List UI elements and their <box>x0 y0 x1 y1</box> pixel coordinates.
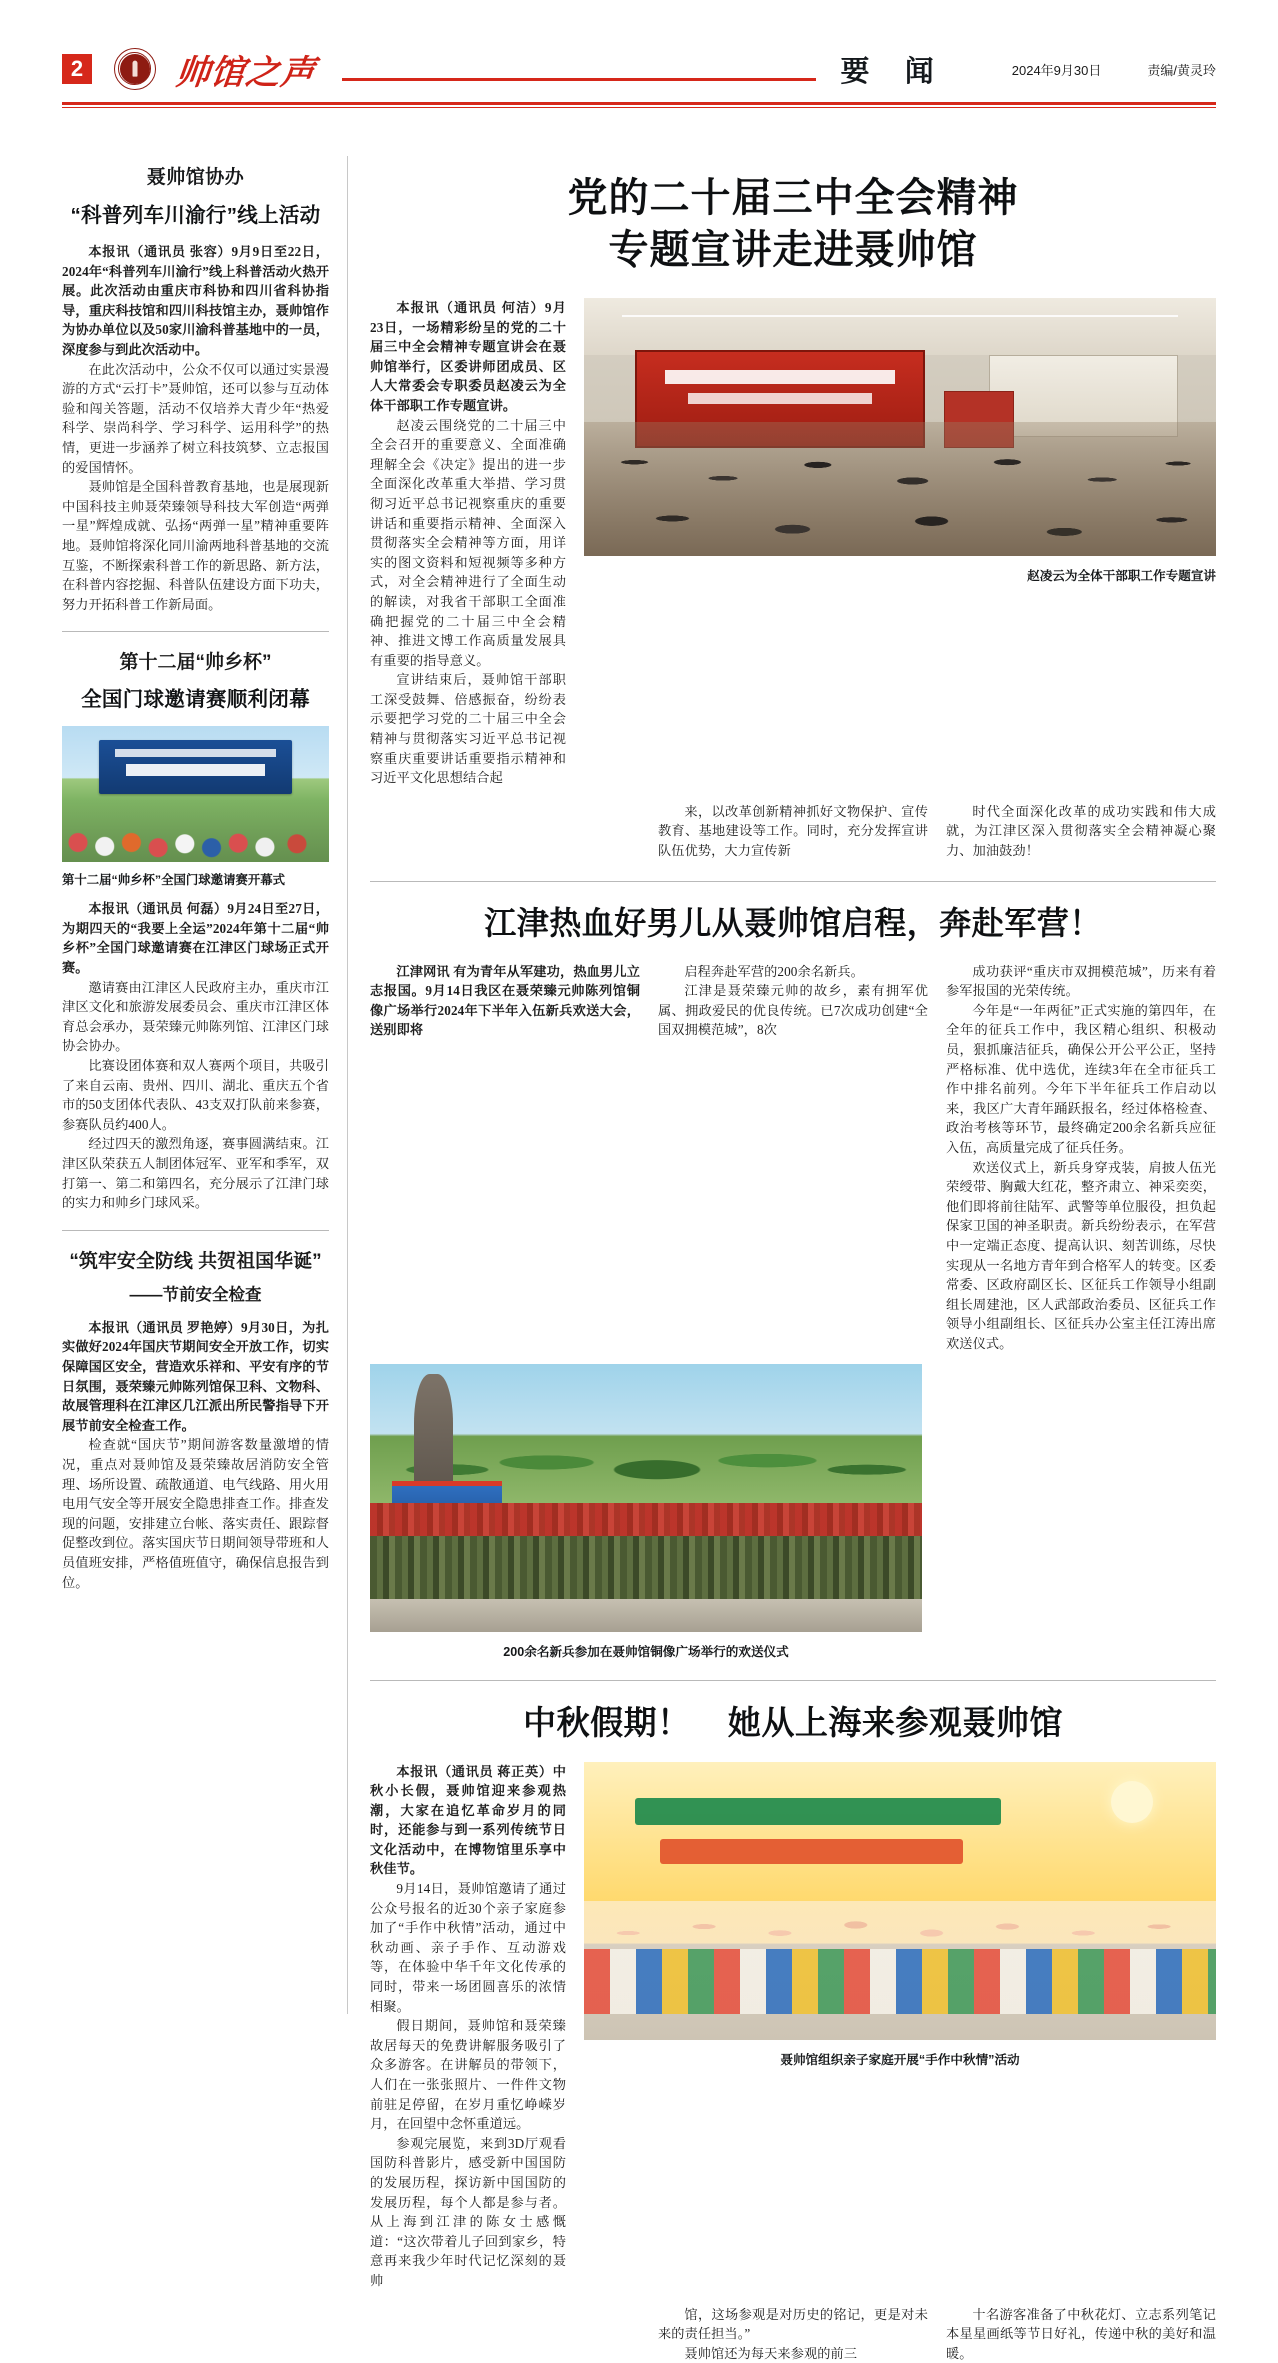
main-article-2-columns <box>370 962 1216 1354</box>
main-article-sanzhong <box>370 172 1216 861</box>
main-article-1-figure <box>584 298 1216 788</box>
left-article-2-title-line2: 全国门球邀请赛顺利闭幕 <box>62 682 329 712</box>
main-article-2-headline: 江津热血好男儿从聂帅馆启程，奔赴军营！ <box>370 898 1216 944</box>
main-article-2-col3 <box>946 962 1216 1354</box>
photo-ground <box>370 1599 922 1631</box>
main-article-3-caption: 聂帅馆组织亲子家庭开展“手作中秋情”活动 <box>584 2049 1216 2068</box>
left-article-1-p3: 聂帅馆是全国科普教育基地，也是展现新中国科技主帅聂荣臻领导科技大军创造“两弹一星”辉煌成就、弘扬“两弹一星”精神重要阵地。聂帅馆将深化同川渝两地科普基地的交流互鉴，不断探索科普工作的新思路、新方法，在科普内容挖掘、科普队伍建设方面下功夫，努力开拓科普工作新局面。 <box>62 477 329 614</box>
masthead-rule-left <box>342 78 816 81</box>
left-article-anquan <box>62 1246 329 1592</box>
main-article-3-continuation <box>370 2305 1216 2363</box>
main-column <box>348 156 1216 2014</box>
left-article-1-body <box>62 242 329 614</box>
left-article-2-p4: 经过四天的激烈角逐，赛事圆满结束。江津区队荣获五人制团体冠军、亚军和季军，双打第一、第二和第四名，充分展示了江津门球的实力和帅乡门球风采。 <box>62 1134 329 1212</box>
main-article-3-p3: 假日期间，聂帅馆和聂荣臻故居每天的免费讲解服务吸引了众多游客。在讲解员的带领下，人们在一张张照片、一件件文物前驻足停留，在岁月重忆峥嵘岁月，在回望中念怀重道远。 <box>370 2016 566 2134</box>
main-article-1-col1 <box>370 298 566 788</box>
main-divider-2 <box>370 1680 1216 1681</box>
main-article-1-headline <box>370 172 1216 276</box>
left-article-1-p1: 本报讯（通讯员 张容）9月9日至22日，2024年“科普列车川渝行”线上科普活动火热开展。此次活动由重庆市科协和四川省科协指导，重庆科技馆和四川科技馆主办，聂帅馆作为协办单位以及50家川渝科普基地中的一员，深度参与到此次活动中。 <box>62 244 329 357</box>
main-article-2-col1 <box>370 962 640 1354</box>
left-article-2-p3: 比赛设团体赛和双人赛两个项目，共吸引了来自云南、贵州、四川、湖北、重庆五个省市的50支团体代表队、43支双打队前来参赛，参赛队员约400人。 <box>62 1056 329 1134</box>
main-article-2-col2-p1: 启程奔赴军营的200余名新兵。 <box>658 962 928 982</box>
photo-audience <box>584 422 1216 556</box>
main-article-3-cont-col1 <box>370 2305 640 2363</box>
left-article-3-p1: 本报讯（通讯员 罗艳婷）9月30日，为扎实做好2024年国庆节期间安全开放工作，切实保障国区安全，营造欢乐祥和、平安有序的节日氛围，聂荣臻元帅陈列馆保卫科、文物科、故展管理科在江津区几江派出所民警指导下开展节前安全检查工作。 <box>62 1320 329 1433</box>
main-article-3-top <box>370 1762 1216 2291</box>
left-article-3-title-line1: “筑牢安全防线 共贺祖国华诞” <box>62 1246 329 1273</box>
main-article-3-p2: 9月14日，聂帅馆邀请了通过公众号报名的近30个亲子家庭参加了“手作中秋情”活动，通过中秋动画、亲子手作、互动游戏等，在体验中华千年文化传承的同时，带来一场团圆喜乐的浓情相聚。 <box>370 1879 566 2016</box>
main-article-3-col3-p1: 十名游客准备了中秋花灯、立志系列笔记本星星画纸等节日好礼，传递中秋的美好和温暖。 <box>946 2305 1216 2363</box>
main-article-1-top <box>370 298 1216 788</box>
left-article-kepu <box>62 156 329 614</box>
photo-banner <box>99 740 291 794</box>
left-article-2-p1: 本报讯（通讯员 何磊）9月24日至27日，为期四天的“我要上全运”2024年第十二届“帅乡杯”全国门球邀请赛在江津区门球场正式开赛。 <box>62 901 329 975</box>
page-number: 2 <box>62 54 92 84</box>
main-article-1-headline-line1: 党的二十届三中全会精神 <box>370 172 1216 224</box>
main-article-2-col3-p3: 欢送仪式上，新兵身穿戎装，肩披人伍光荣绶带、胸戴大红花，整齐肃立、神采奕奕，他们即将前往陆军、武警等单位服役，担负起保家卫国的神圣职责。新兵纷纷表示，在军营中一定端正态度、提高认识、刻苦训练，尽快实现从一名地方青年到合格军人的转变。区委常委、区政府副区长、区征兵工作领导小组副组长周建池，区人武部政治委员、区征兵工作领导小组副组长、区征兵办公室主任江涛出席欢送仪式。 <box>946 1158 1216 1354</box>
main-divider-1 <box>370 881 1216 882</box>
main-article-1-cont-col2 <box>658 802 928 861</box>
main-article-1-p2: 赵凌云围绕党的二十届三中全会召开的重要意义、全面准确理解全会《决定》提出的进一步全面深化改革重大举措、学习贯彻习近平总书记视察重庆的重要讲话和重要指示精神、全面深入贯彻落实全会精神等方面，用详实的图文资料和短视频等多种方式，对全会精神进行了全面生动的解读，对我省干部职工全面准确把握党的二十届三中全会精神、推进文博工作高质量发展具有重要的指导意义。 <box>370 416 566 671</box>
masthead <box>62 38 1216 100</box>
main-article-3-col2-p1: 馆，这场参观是对历史的铭记，更是对未来的责任担当。” <box>658 2305 928 2344</box>
main-article-3-photo <box>584 1762 1216 2040</box>
main-article-3-headline-part1: 中秋假期！ <box>523 1704 691 1741</box>
section-title: 要 闻 <box>834 49 953 90</box>
left-divider-1 <box>62 631 329 632</box>
masthead-red-bar <box>62 102 1216 105</box>
main-article-1-cont-col1 <box>370 802 640 861</box>
left-article-3-body <box>62 1318 329 1592</box>
left-article-1-kicker: 聂帅馆协办 <box>62 162 329 189</box>
left-divider-2 <box>62 1230 329 1231</box>
main-article-zhongqiu <box>370 1697 1216 2363</box>
left-column <box>62 156 348 2014</box>
left-article-2-p2: 邀请赛由江津区人民政府主办，重庆市江津区文化和旅游发展委员会、重庆市江津区体育总会承办，聂荣臻元帅陈列馆、江津区门球协会协办。 <box>62 978 329 1056</box>
left-article-2-title-line1: 第十二届“帅乡杯” <box>62 647 329 674</box>
main-article-3-headline-part2: 她从上海来参观聂帅馆 <box>728 1704 1063 1741</box>
main-article-3-p4: 参观完展览，来到3D厅观看国防科普影片，感受新中国国防的发展历程，探访新中国国防的发展历程，每个人都是参与者。从上海到江津的陈女士感慨道：“这次带着儿子回到家乡，特意再来我少年时代记忆深刻的聂帅 <box>370 2134 566 2291</box>
main-article-1-cont-col3 <box>946 802 1216 861</box>
moon-icon <box>1111 1781 1153 1823</box>
main-article-1-photo <box>584 298 1216 556</box>
main-article-1-col2-p1: 来，以改革创新精神抓好文物保护、宣传教育、基地建设等工作。同时，充分发挥宣讲队伍优势，大力宣传新 <box>658 802 928 861</box>
left-article-3-p2: 检查就“国庆节”期间游客数量激增的情况，重点对聂帅馆及聂荣臻故居消防安全管理、场所设置、疏散通道、电气线路、用火用电用气安全等开展安全隐患排查工作。排查发现的问题，安排建立台帐、落实责任、跟踪督促整改到位。落实国庆节日期间领导带班和人员值班安排，严格值班值守，确保信息报告到位。 <box>62 1435 329 1592</box>
main-article-1-p1: 本报讯（通讯员 何洁）9月23日，一场精彩纷呈的党的二十届三中全会精神专题宣讲会在聂帅馆举行，区委讲师团成员、区人大常委会专职委员赵凌云为全体干部职工作专题宣讲。 <box>370 300 566 413</box>
main-article-2-figure-row <box>370 1354 1216 1660</box>
main-article-3-figure <box>584 1762 1216 2291</box>
left-article-2-body <box>62 899 329 1213</box>
main-article-1-headline-line2: 专题宣讲走进聂帅馆 <box>370 224 1216 276</box>
main-article-3-headline <box>370 1697 1216 1744</box>
main-article-3-p1: 本报讯（通讯员 蒋正英）中秋小长假，聂帅馆迎来参观热潮，大家在追忆革命岁月的同时，还能参与到一系列传统节日文化活动中，在博物馆里乐享中秋佳节。 <box>370 1764 566 1877</box>
main-article-2-col2-p2: 江津是聂荣臻元帅的故乡，素有拥军优属、拥政爱民的优良传统。已7次成功创建“全国双拥模范城”，8次 <box>658 981 928 1040</box>
left-article-1-p2: 在此次活动中，公众不仅可以通过实景漫游的方式“云打卡”聂帅馆，还可以参与互动体验和闯关答题，活动不仅培养大青少年“热爱科学、崇尚科学、学习科学、运用科学”的热情，更进一步涵养了树立科技筑梦、立志报国的爱国情怀。 <box>62 360 329 478</box>
photo-statue <box>414 1374 453 1497</box>
main-article-2-col3-overflow <box>940 1354 1216 1660</box>
main-article-2-col2 <box>658 962 928 1354</box>
main-article-3-cont-col2 <box>658 2305 928 2363</box>
main-article-1-col3-p1: 时代全面深化改革的成功实践和伟大成就，为江津区深入贯彻落实全会精神凝心聚力、加油鼓劲！ <box>946 802 1216 861</box>
left-article-menqiu <box>62 647 329 1213</box>
main-article-3-cont-col3 <box>946 2305 1216 2363</box>
publication-date: 2024年9月30日 <box>1012 60 1102 79</box>
left-article-1-title: “科普列车川渝行”线上活动 <box>62 198 329 228</box>
photo-children-group <box>584 1878 1216 2039</box>
editor-credit: 责编/黄灵玲 <box>1147 60 1216 79</box>
main-article-2-col3-p2: 今年是“一年两征”正式实施的第四年，在全年的征兵工作中，我区精心组织、积极动员，狠抓廉洁征兵，确保公开公平公正，坚持严格标准、优中选优，连续3年在全市征兵工作中排名前列。今年下半年征兵工作启动以来，我区广大青年踊跃报名，经过体格检查、政治考核等环节，最终确定200余名新兵应征入伍，高质量完成了征兵任务。 <box>946 1001 1216 1158</box>
left-article-3-title-line2: ——节前安全检查 <box>62 1281 329 1305</box>
main-article-2-photo <box>370 1364 922 1632</box>
main-article-2-caption: 200余名新兵参加在聂帅馆铜像广场举行的欢送仪式 <box>370 1641 922 1660</box>
museum-seal-icon <box>114 48 156 90</box>
main-article-3-col2-p2: 聂帅馆还为每天来参观的前三 <box>658 2344 928 2363</box>
main-article-1-p3: 宣讲结束后，聂帅馆干部职工深受鼓舞、倍感振奋，纷纷表示要把学习党的二十届三中全会精神与贯彻落实习近平总书记视察重庆重要讲话重要指示精神和习近平文化思想结合起 <box>370 670 566 788</box>
main-article-1-continuation <box>370 802 1216 861</box>
main-article-1-caption: 赵凌云为全体干部职工作专题宣讲 <box>584 565 1216 584</box>
main-article-3-col1 <box>370 1762 566 2291</box>
brand-logo: 帅馆之声 <box>173 45 318 94</box>
left-article-2-caption: 第十二届“帅乡杯”全国门球邀请赛开幕式 <box>62 871 329 889</box>
main-article-2-p1: 江津网讯 有为青年从军建功，热血男儿立志报国。9月14日我区在聂荣臻元帅陈列馆铜像广场举行2024年下半年入伍新兵欢送大会，送别即将 <box>370 964 640 1038</box>
page-grid <box>62 156 1216 2014</box>
main-article-xinbing <box>370 898 1216 1660</box>
masthead-meta <box>1012 60 1216 79</box>
main-article-2-col3-p1: 成功获评“重庆市双拥模范城”，历来有着参军报国的光荣传统。 <box>946 962 1216 1001</box>
left-article-2-photo <box>62 726 329 862</box>
photo-crowd <box>62 797 329 862</box>
